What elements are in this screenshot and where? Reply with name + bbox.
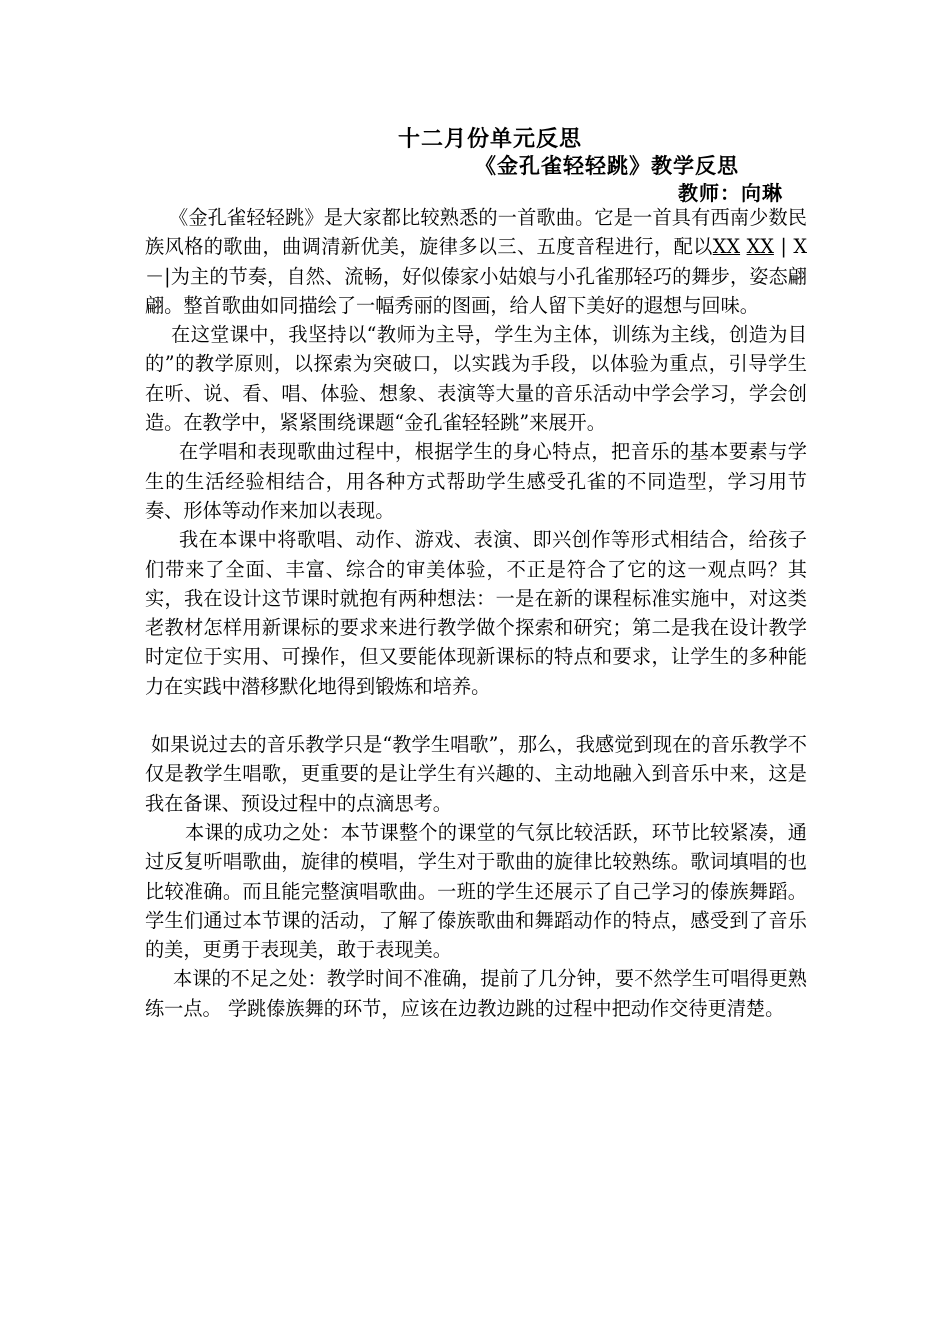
document-subtitle: 《金孔雀轻轻跳》教学反思 [475,154,739,178]
document-title: 十二月份单元反思 [397,127,582,152]
rhythm-notation-2: XX [746,235,774,259]
paragraph-weaknesses: 本课的不足之处：教学时间不准确，提前了几分钟，要不然学生可唱得更熟练一点。 学跳傣族舞的环节，应该在边教边跳的过程中把动作交待更清楚。 [145,967,807,1020]
paragraph-intro [145,203,807,320]
paragraph-reflection: 如果说过去的音乐教学只是“教学生唱歌”，那么，我感觉到现在的音乐教学不仅是教学生唱歌，更重要的是让学生有兴趣的、主动地融入到音乐中来，这是我在备课、预设过程中的点滴思考。 [145,733,807,815]
paragraph-intro-text-b: 为主的节奏，自然、流畅，好似傣家小姑娘与小孔雀那轻巧的舞步，姿态翩翩。整首歌曲如同描绘了一幅秀丽的图画，给人留下美好的遐想与回味。 [145,264,807,317]
paragraph-learning: 在学唱和表现歌曲过程中，根据学生的身心特点，把音乐的基本要素与学生的生活经验相结合，用各种方式帮助学生感受孔雀的不同造型，学习用节奏、形体等动作来加以表现。 [145,440,807,522]
paragraph-principles: 在这堂课中，我坚持以“教师为主导，学生为主体，训练为主线，创造为目的”的教学原则，以探索为突破口，以实践为手段，以体验为重点，引导学生在听、说、看、唱、体验、想象、表演等大量的音乐活动中学会学习，学会创造。在教学中，紧紧围绕课题“金孔雀轻轻跳”来展开。 [145,323,807,435]
paragraph-gap [145,701,807,730]
rhythm-notation-3: | X－| [145,235,808,288]
paragraph-design: 我在本课中将歌唱、动作、游戏、表演、即兴创作等形式相结合，给孩子们带来了全面、丰富、综合的审美体验，不正是符合了它的这一观点吗？其实，我在设计这节课时就抱有两种想法：一是在新的课程标准实施中，对这类老教材怎样用新课标的要求来进行教学做个探索和研究；第二是我在设计教学时定位于实用、可操作，但又要能体现新课标的特点和要求，让学生的多种能力在实践中潜移默化地得到锻炼和培养。 [145,528,807,698]
paragraph-intro-text-a: 《金孔雀轻轻跳》是大家都比较熟悉的一首歌曲。它是一首具有西南少数民族风格的歌曲，曲调清新优美，旋律多以三、五度音程进行，配以 [145,206,807,259]
document-body [145,203,807,1023]
author-line: 教师：向琳 [678,181,783,205]
rhythm-notation-1: XX [712,235,741,259]
paragraph-strengths: 本课的成功之处：本节课整个的课堂的气氛比较活跃，环节比较紧凑，通过反复听唱歌曲，旋律的模唱，学生对于歌曲的旋律比较熟练。歌词填唱的也比较准确。而且能完整演唱歌曲。一班的学生还展示了自己学习的傣族舞蹈。学生们通过本节课的活动，了解了傣族歌曲和舞蹈动作的特点，感受到了音乐的美，更勇于表现美，敢于表现美。 [145,820,807,962]
